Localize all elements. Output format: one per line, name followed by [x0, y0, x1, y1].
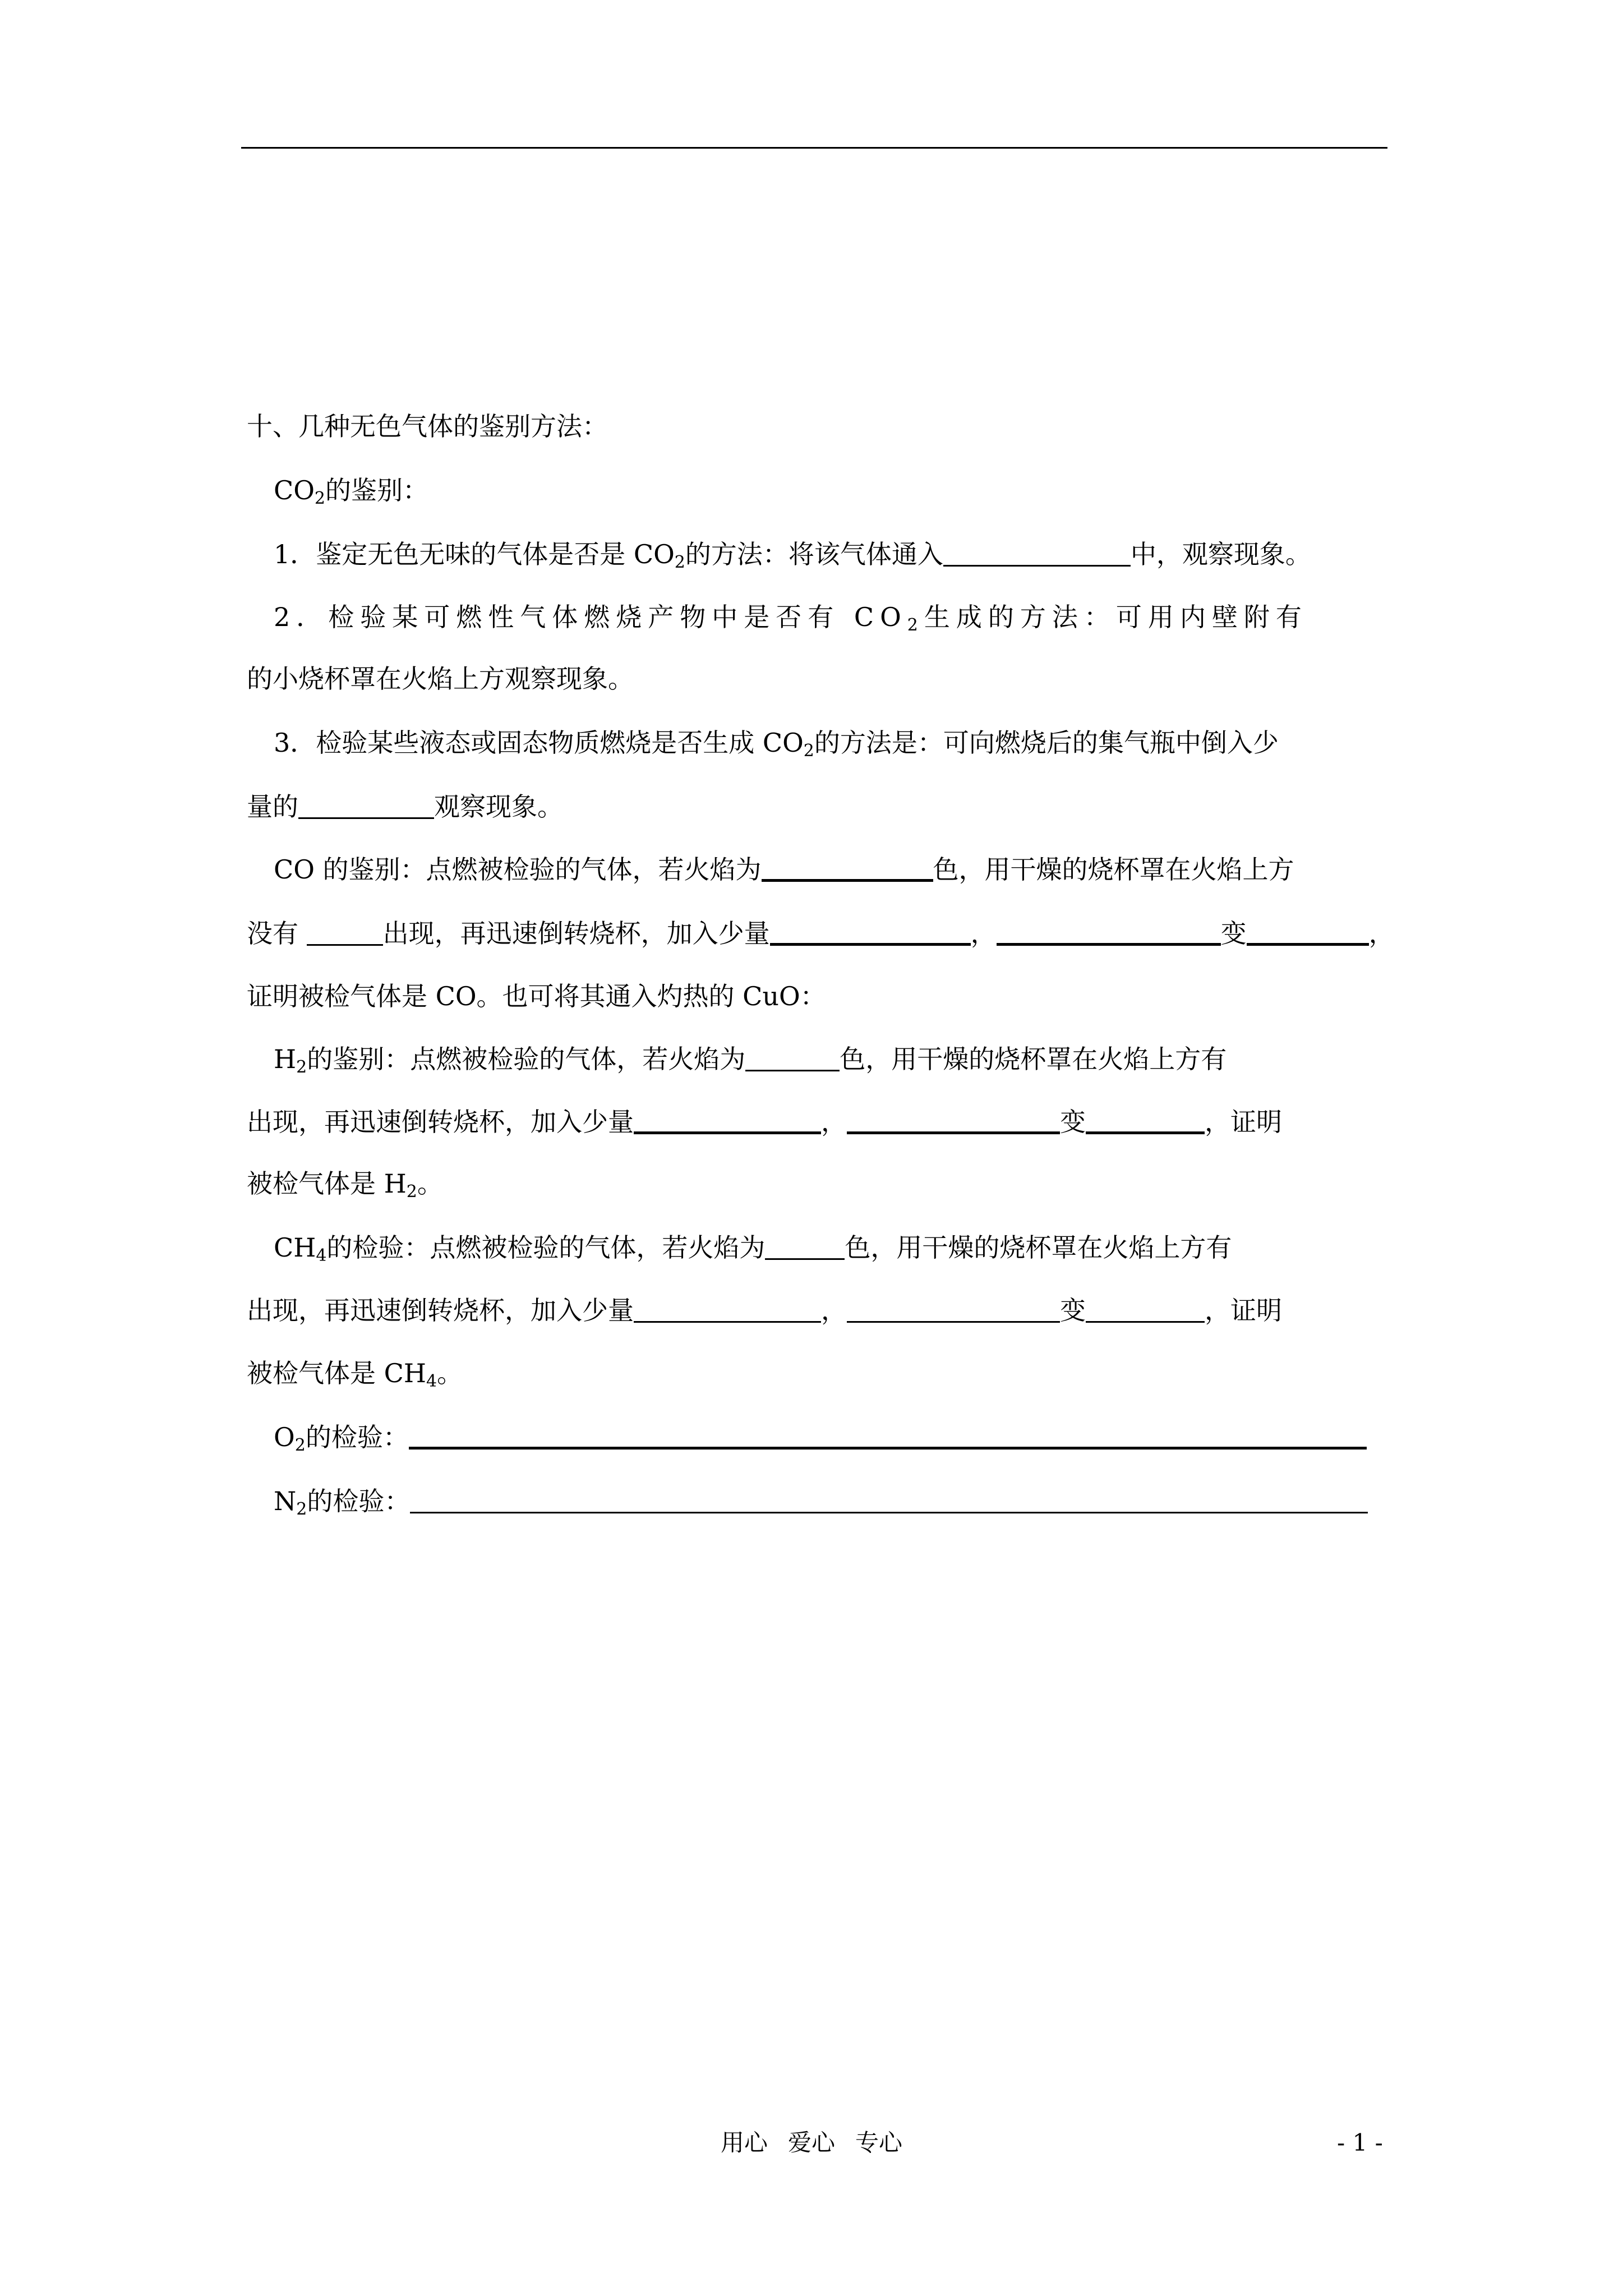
answer-blank[interactable] — [762, 854, 933, 882]
page-number: - 1 - — [1337, 2129, 1383, 2156]
answer-blank[interactable] — [1247, 918, 1369, 946]
answer-blank[interactable] — [1086, 1296, 1205, 1323]
answer-blank[interactable] — [307, 919, 383, 946]
answer-blank[interactable] — [409, 1422, 1367, 1450]
h2-line-1: $H_2$的鉴别：点燃被检验的气体，若火焰为 色，用干燥的烧杯罩在火焰上方有 — [274, 1044, 1227, 1077]
co2-item-3: 3．检验某些液态或固态物质燃烧是否生成 $CO_2$的方法是：可向燃烧后的集气瓶中倒入少 — [274, 728, 1279, 761]
answer-blank[interactable] — [943, 540, 1131, 567]
answer-blank[interactable] — [997, 918, 1221, 946]
answer-blank[interactable] — [634, 1296, 821, 1323]
o2-test-line: $O_2$的检验： — [274, 1420, 1507, 1454]
answer-blank[interactable] — [410, 1487, 1368, 1513]
answer-blank[interactable] — [847, 1107, 1060, 1134]
header-rule — [241, 147, 1387, 149]
footer-motto: 用心 爱心 专心 — [720, 2129, 903, 2156]
section-title: 十、几种无色气体的鉴别方法： — [247, 411, 608, 441]
co2-item-3-cont: 量的 观察现象。 — [247, 792, 563, 822]
answer-blank[interactable] — [634, 1107, 821, 1134]
h2-line-2: 出现，再迅速倒转烧杯，加入少量 ， 变 ，证明 — [247, 1107, 1282, 1137]
co2-item-1: 1．鉴定无色无味的气体是否是 $CO_2$的方法：将该气体通入 中，观察现象。 — [274, 539, 1311, 572]
co2-item-2-cont: 的小烧杯罩在火焰上方观察现象。 — [247, 664, 634, 694]
answer-blank[interactable] — [770, 918, 971, 946]
ch4-line-1: $CH_4$的检验：点燃被检验的气体，若火焰为 色，用干燥的烧杯罩在火焰上方有 — [274, 1232, 1232, 1266]
answer-blank[interactable] — [847, 1296, 1060, 1323]
h2-line-3: 被检气体是 $H_2$。 — [247, 1168, 443, 1202]
n2-test-line: $N_2$的检验： — [274, 1484, 1507, 1518]
ch4-line-3: 被检气体是 $CH_4$。 — [247, 1358, 463, 1391]
co-line-2: 没有 出现，再迅速倒转烧杯，加入少量 ， 变 ， — [247, 918, 1395, 949]
answer-blank[interactable] — [765, 1234, 845, 1260]
co2-item-2: 2．检验某可燃性气体燃烧产物中是否有 $CO_2$生成的方法：可用内壁附有 — [274, 602, 1308, 635]
co2-heading: $CO_2$的鉴别： — [274, 475, 429, 508]
co-line-3: 证明被检气体是 CO。也可将其通入灼热的 CuO： — [247, 981, 826, 1011]
answer-blank[interactable] — [745, 1045, 840, 1071]
answer-blank[interactable] — [1086, 1107, 1205, 1134]
answer-blank[interactable] — [298, 793, 434, 819]
co-line-1: CO 的鉴别：点燃被检验的气体，若火焰为 色，用干燥的烧杯罩在火焰上方 — [274, 854, 1294, 885]
ch4-line-2: 出现，再迅速倒转烧杯，加入少量 ， 变 ，证明 — [247, 1295, 1282, 1326]
